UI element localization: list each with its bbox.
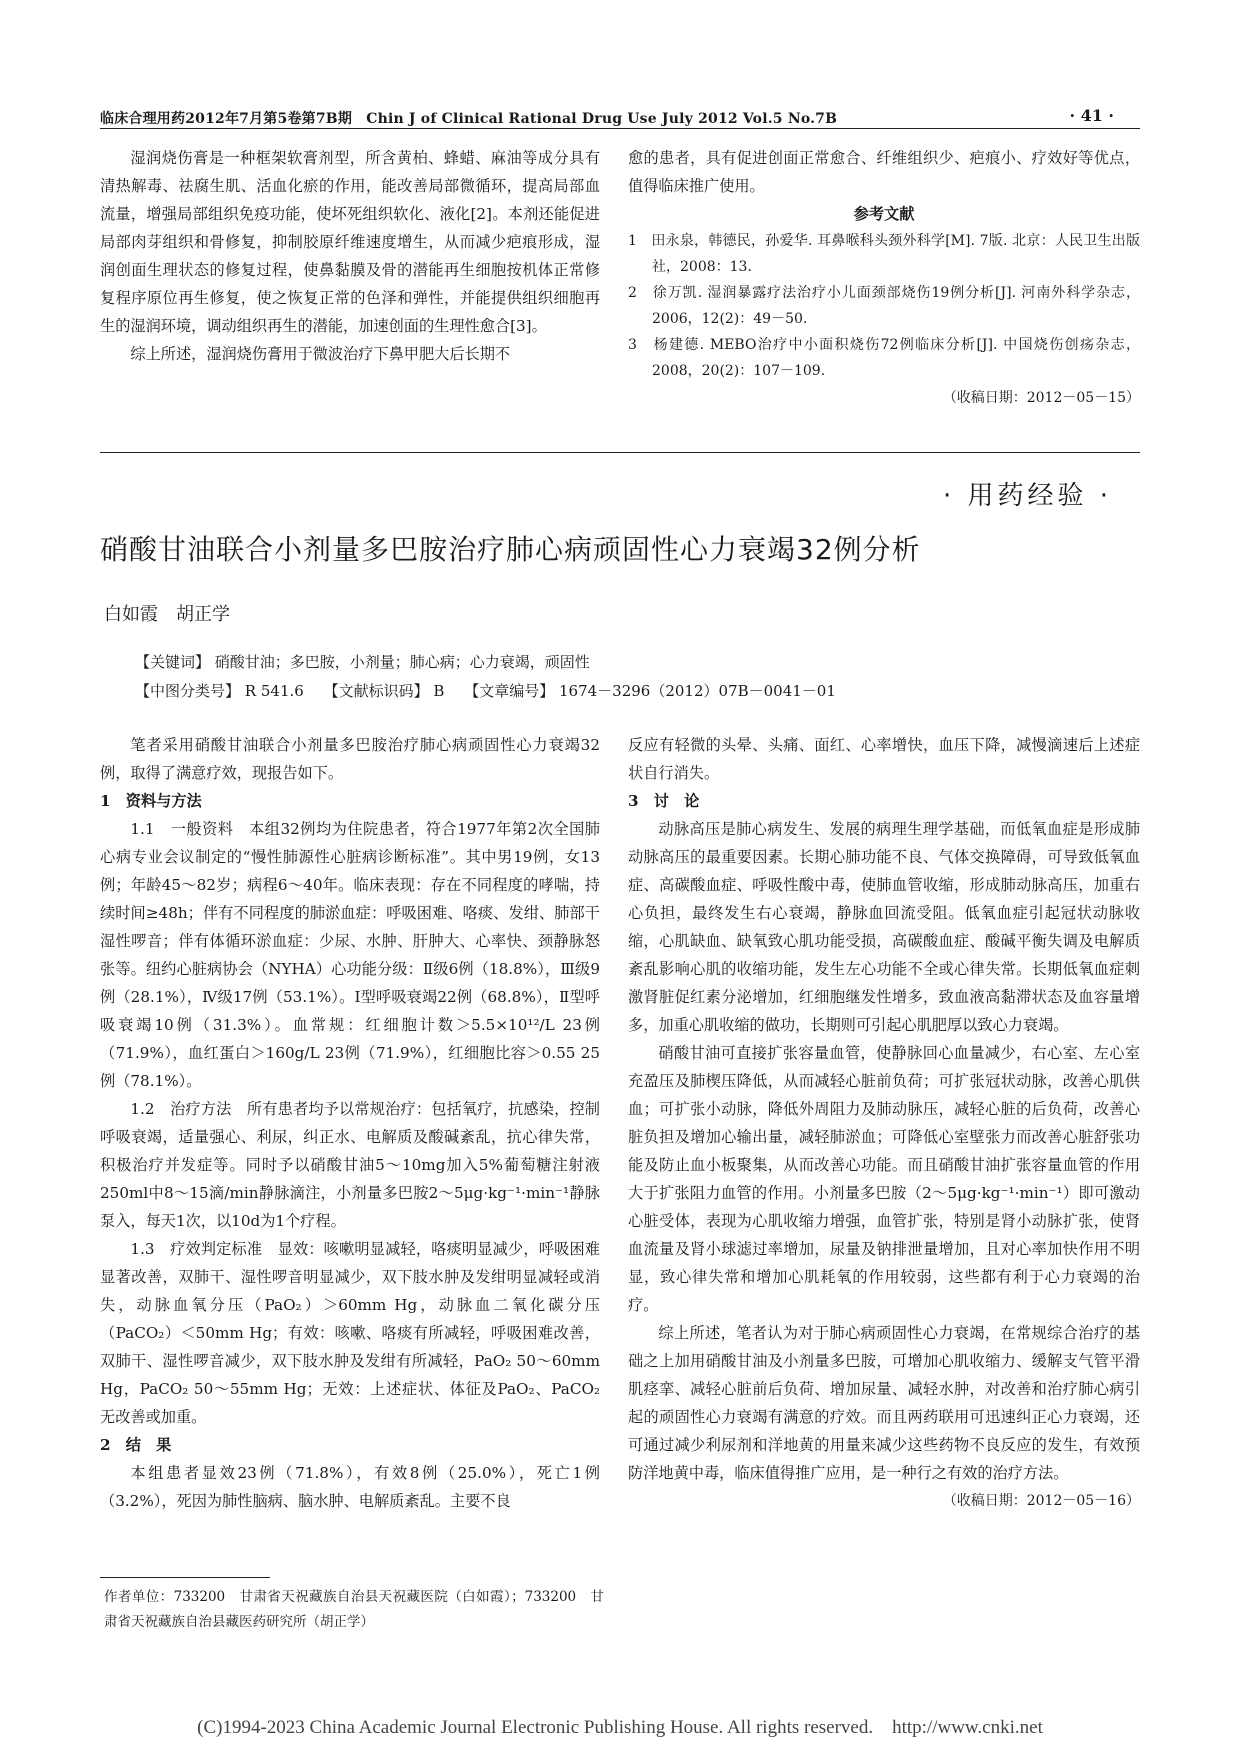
footnote-rule — [100, 1577, 270, 1578]
paragraph: 愈的患者，具有促进创面正常愈合、纤维组织少、疤痕小、疗效好等优点，值得临床推广使用。 — [628, 149, 1140, 195]
paragraph: 反应有轻微的头晕、头痛、面红、心率增快，血压下降，减慢滴速后上述症状自行消失。 — [628, 736, 1140, 782]
paragraph: 硝酸甘油可直接扩张容量血管，使静脉回心血量减少，右心室、左心室充盈压及肺楔压降低，从而减轻心脏前负荷；可扩张冠状动脉，改善心肌供血；可扩张小动脉，降低外周阻力及肺动脉压，减轻心脏的后负荷，改善心脏负担及增加心输出量，减轻肺淤血；可降低心室壁张力而改善心脏舒张功能及防止血小板聚集，从而改善心功能。而且硝酸甘油扩张容量血管的作用大于扩张阻力血管的作用。小剂量多巴胺（2～5μg·kg⁻¹·min⁻¹）即可激动心脏受体，表现为心肌收缩力增强，血管扩张，特别是肾小动脉扩张，使肾血流量及肾小球滤过率增加，尿量及钠排泄量增加，且对心率加快作用不明显，致心律失常和增加心肌耗氧的作用较弱，这些都有利于心力衰竭的治疗。 — [628, 1044, 1140, 1314]
paragraph: 1.2 治疗方法 所有患者均予以常规治疗：包括氧疗，抗感染，控制呼吸衰竭，适量强心、利尿，纠正水、电解质及酸碱紊乱，抗心律失常，积极治疗并发症等。同时予以硝酸甘油5～10mg加入5%葡萄糖注射液250ml中8～15滴/min静脉滴注，小剂量多巴胺2～5μg·kg⁻¹·min⁻¹静脉泵入，每天1次，以10d为1个疗程。 — [100, 1100, 600, 1230]
paragraph: 动脉高压是肺心病发生、发展的病理生理学基础，而低氧血症是形成肺动脉高压的最重要因素。长期心肺功能不良、气体交换障碍，可导致低氧血症、高碳酸血症、呼吸性酸中毒，使肺血管收缩，形成肺动脉高压，加重右心负担，最终发生右心衰竭，静脉血回流受阻。低氧血症引起冠状动脉收缩，心肌缺血、缺氧致心肌功能受损，高碳酸血症、酸碱平衡失调及电解质紊乱影响心肌的收缩功能，发生左心功能不全或心律失常。长期低氧血症刺激肾脏促红素分泌增加，红细胞继发性增多，致血液高黏滞状态及血容量增多，加重心肌收缩的做功，长期则可引起心肌肥厚以致心力衰竭。 — [628, 820, 1140, 1034]
paragraph: 1.1 一般资料 本组32例均为住院患者，符合1977年第2次全国肺心病专业会议制定的“慢性肺源性心脏病诊断标准”。其中男19例，女13例；年龄45～82岁；病程6～40年。临床表现：存在不同程度的哮喘，持续时间≥48h；伴有不同程度的肺淤血症：呼吸困难、咯痰、发绀、肺部干湿性啰音；伴有体循环淤血症：少尿、水肿、肝肿大、心率快、颈静脉怒张等。纽约心脏病协会（NYHA）心功能分级：Ⅱ级6例（18.8%），Ⅲ级9例（28.1%），Ⅳ级17例（53.1%）。Ⅰ型呼吸衰竭22例（68.8%），Ⅱ型呼吸衰竭10例（31.3%）。血常规：红细胞计数＞5.5×10¹²/L 23例（71.9%），血红蛋白＞160g/L 23例（71.9%），红细胞比容＞0.55 25例（78.1%）。 — [100, 820, 600, 1090]
section-heading: 3 讨 论 — [628, 792, 700, 810]
reference-item: 2 徐万凯. 湿润暴露疗法治疗小儿面颈部烧伤19例分析[J]. 河南外科学杂志，2006，12(2)：49－50. — [628, 285, 1140, 327]
references-heading: 参考文献 — [853, 205, 915, 223]
keywords-label: 【关键词】 — [135, 653, 211, 671]
copyright-footer: (C)1994-2023 China Academic Journal Electronic Publishing House. All rights reserved. http://www.cnki.net — [197, 1717, 1043, 1738]
paragraph: 综上所述，笔者认为对于肺心病顽固性心力衰竭，在常规综合治疗的基础之上加用硝酸甘油及小剂量多巴胺，可增加心肌收缩力、缓解支气管平滑肌痉挛、减轻心脏前后负荷、增加尿量、减轻水肿，对改善和治疗肺心病引起的顽固性心力衰竭有满意的疗效。而且两药联用可迅速纠正心力衰竭，还可通过减少利尿剂和洋地黄的用量来减少这些药物不良反应的发生，有效预防洋地黄中毒，临床值得推广应用，是一种行之有效的治疗方法。 — [628, 1324, 1140, 1482]
article-no-label: 【文章编号】 — [464, 682, 555, 700]
section-heading: 1 资料与方法 — [100, 792, 202, 810]
paragraph: 湿润烧伤膏是一种框架软膏剂型，所含黄柏、蜂蜡、麻油等成分具有清热解毒、祛腐生肌、活血化瘀的作用，能改善局部微循环，提高局部血流量，增强局部组织免疫功能，使坏死组织软化、液化[2]。本剂还能促进局部肉芽组织和骨修复，抑制胶原纤维速度增生，从而减少疤痕形成，湿润创面生理状态的修复过程，使鼻黏膜及骨的潜能再生细胞按机体正常修复程序原位再生修复，使之恢复正常的色泽和弹性，并能提供组织细胞再生的湿润环境，调动组织再生的潜能，加速创面的生理性愈合[3]。 — [100, 149, 600, 335]
body-left-column — [100, 731, 600, 1515]
author-affiliation: 作者单位：733200 甘肃省天祝藏族自治县天祝藏医院（白如霞）；733200 甘肃省天祝藏族自治县藏医药研究所（胡正学） — [104, 1589, 604, 1630]
running-header: 临床合理用药2012年7月第5卷第7B期 Chin J of Clinical Rational Drug Use July 2012 Vol.5 No.7B — [100, 111, 838, 127]
section-heading: 2 结 果 — [100, 1436, 172, 1454]
article-title: 硝酸甘油联合小剂量多巴胺治疗肺心病顽固性心力衰竭32例分析 — [100, 533, 921, 566]
classification-line — [135, 680, 836, 701]
received-date: （收稿日期：2012－05－15） — [942, 390, 1140, 406]
clc-label: 【中图分类号】 — [135, 682, 241, 700]
column-tag: · 用药经验 · — [942, 481, 1112, 511]
prev-article-left-column — [100, 144, 600, 368]
received-date: （收稿日期：2012－05－16） — [942, 1493, 1140, 1509]
body-right-column — [628, 731, 1140, 1515]
reference-item: 3 杨建德. MEBO治疗中小面积烧伤72例临床分析[J]. 中国烧伤创疡杂志，2008，20(2)：107－109. — [628, 337, 1140, 379]
reference-item: 1 田永泉，韩德民，孙爱华. 耳鼻喉科头颈外科学[M]. 7版. 北京：人民卫生出版社，2008：13. — [628, 233, 1140, 275]
header-rule — [100, 128, 1140, 129]
doc-code-label: 【文献标识码】 — [323, 682, 429, 700]
clc-value: R 541.6 — [244, 682, 304, 700]
page-number: · 41 · — [1069, 106, 1114, 125]
article-no-value: 1674－3296（2012）07B－0041－01 — [559, 682, 836, 700]
paragraph: 综上所述，湿润烧伤膏用于微波治疗下鼻甲肥大后长期不 — [130, 345, 511, 363]
prev-article-right-column — [628, 144, 1140, 412]
article-authors: 白如霞 胡正学 — [104, 604, 230, 625]
paragraph: 1.3 疗效判定标准 显效：咳嗽明显减轻，咯痰明显减少，呼吸困难显著改善，双肺干、湿性啰音明显减少，双下肢水肿及发绀明显减轻或消失，动脉血氧分压（PaO₂）＞60mm Hg，动脉血二氧化碳分压（PaCO₂）＜50mm Hg；有效：咳嗽、咯痰有所减轻，呼吸困难改善，双肺干、湿性啰音减少，双下肢水肿及发绀有所减轻，PaO₂ 50～60mm Hg，PaCO₂ 50～55mm Hg；无效：上述症状、体征及PaO₂、PaCO₂无改善或加重。 — [100, 1240, 600, 1426]
keywords-line — [135, 651, 590, 672]
doc-code-value: B — [433, 682, 445, 700]
section-divider — [100, 452, 1140, 453]
paragraph: 本组患者显效23例（71.8%），有效8例（25.0%），死亡1例（3.2%），死因为肺性脑病、脑水肿、电解质紊乱。主要不良 — [100, 1464, 600, 1510]
intro-paragraph: 笔者采用硝酸甘油联合小剂量多巴胺治疗肺心病顽固性心力衰竭32例，取得了满意疗效，现报告如下。 — [100, 736, 600, 782]
keywords: 硝酸甘油；多巴胺，小剂量；肺心病；心力衰竭，顽固性 — [214, 653, 590, 671]
